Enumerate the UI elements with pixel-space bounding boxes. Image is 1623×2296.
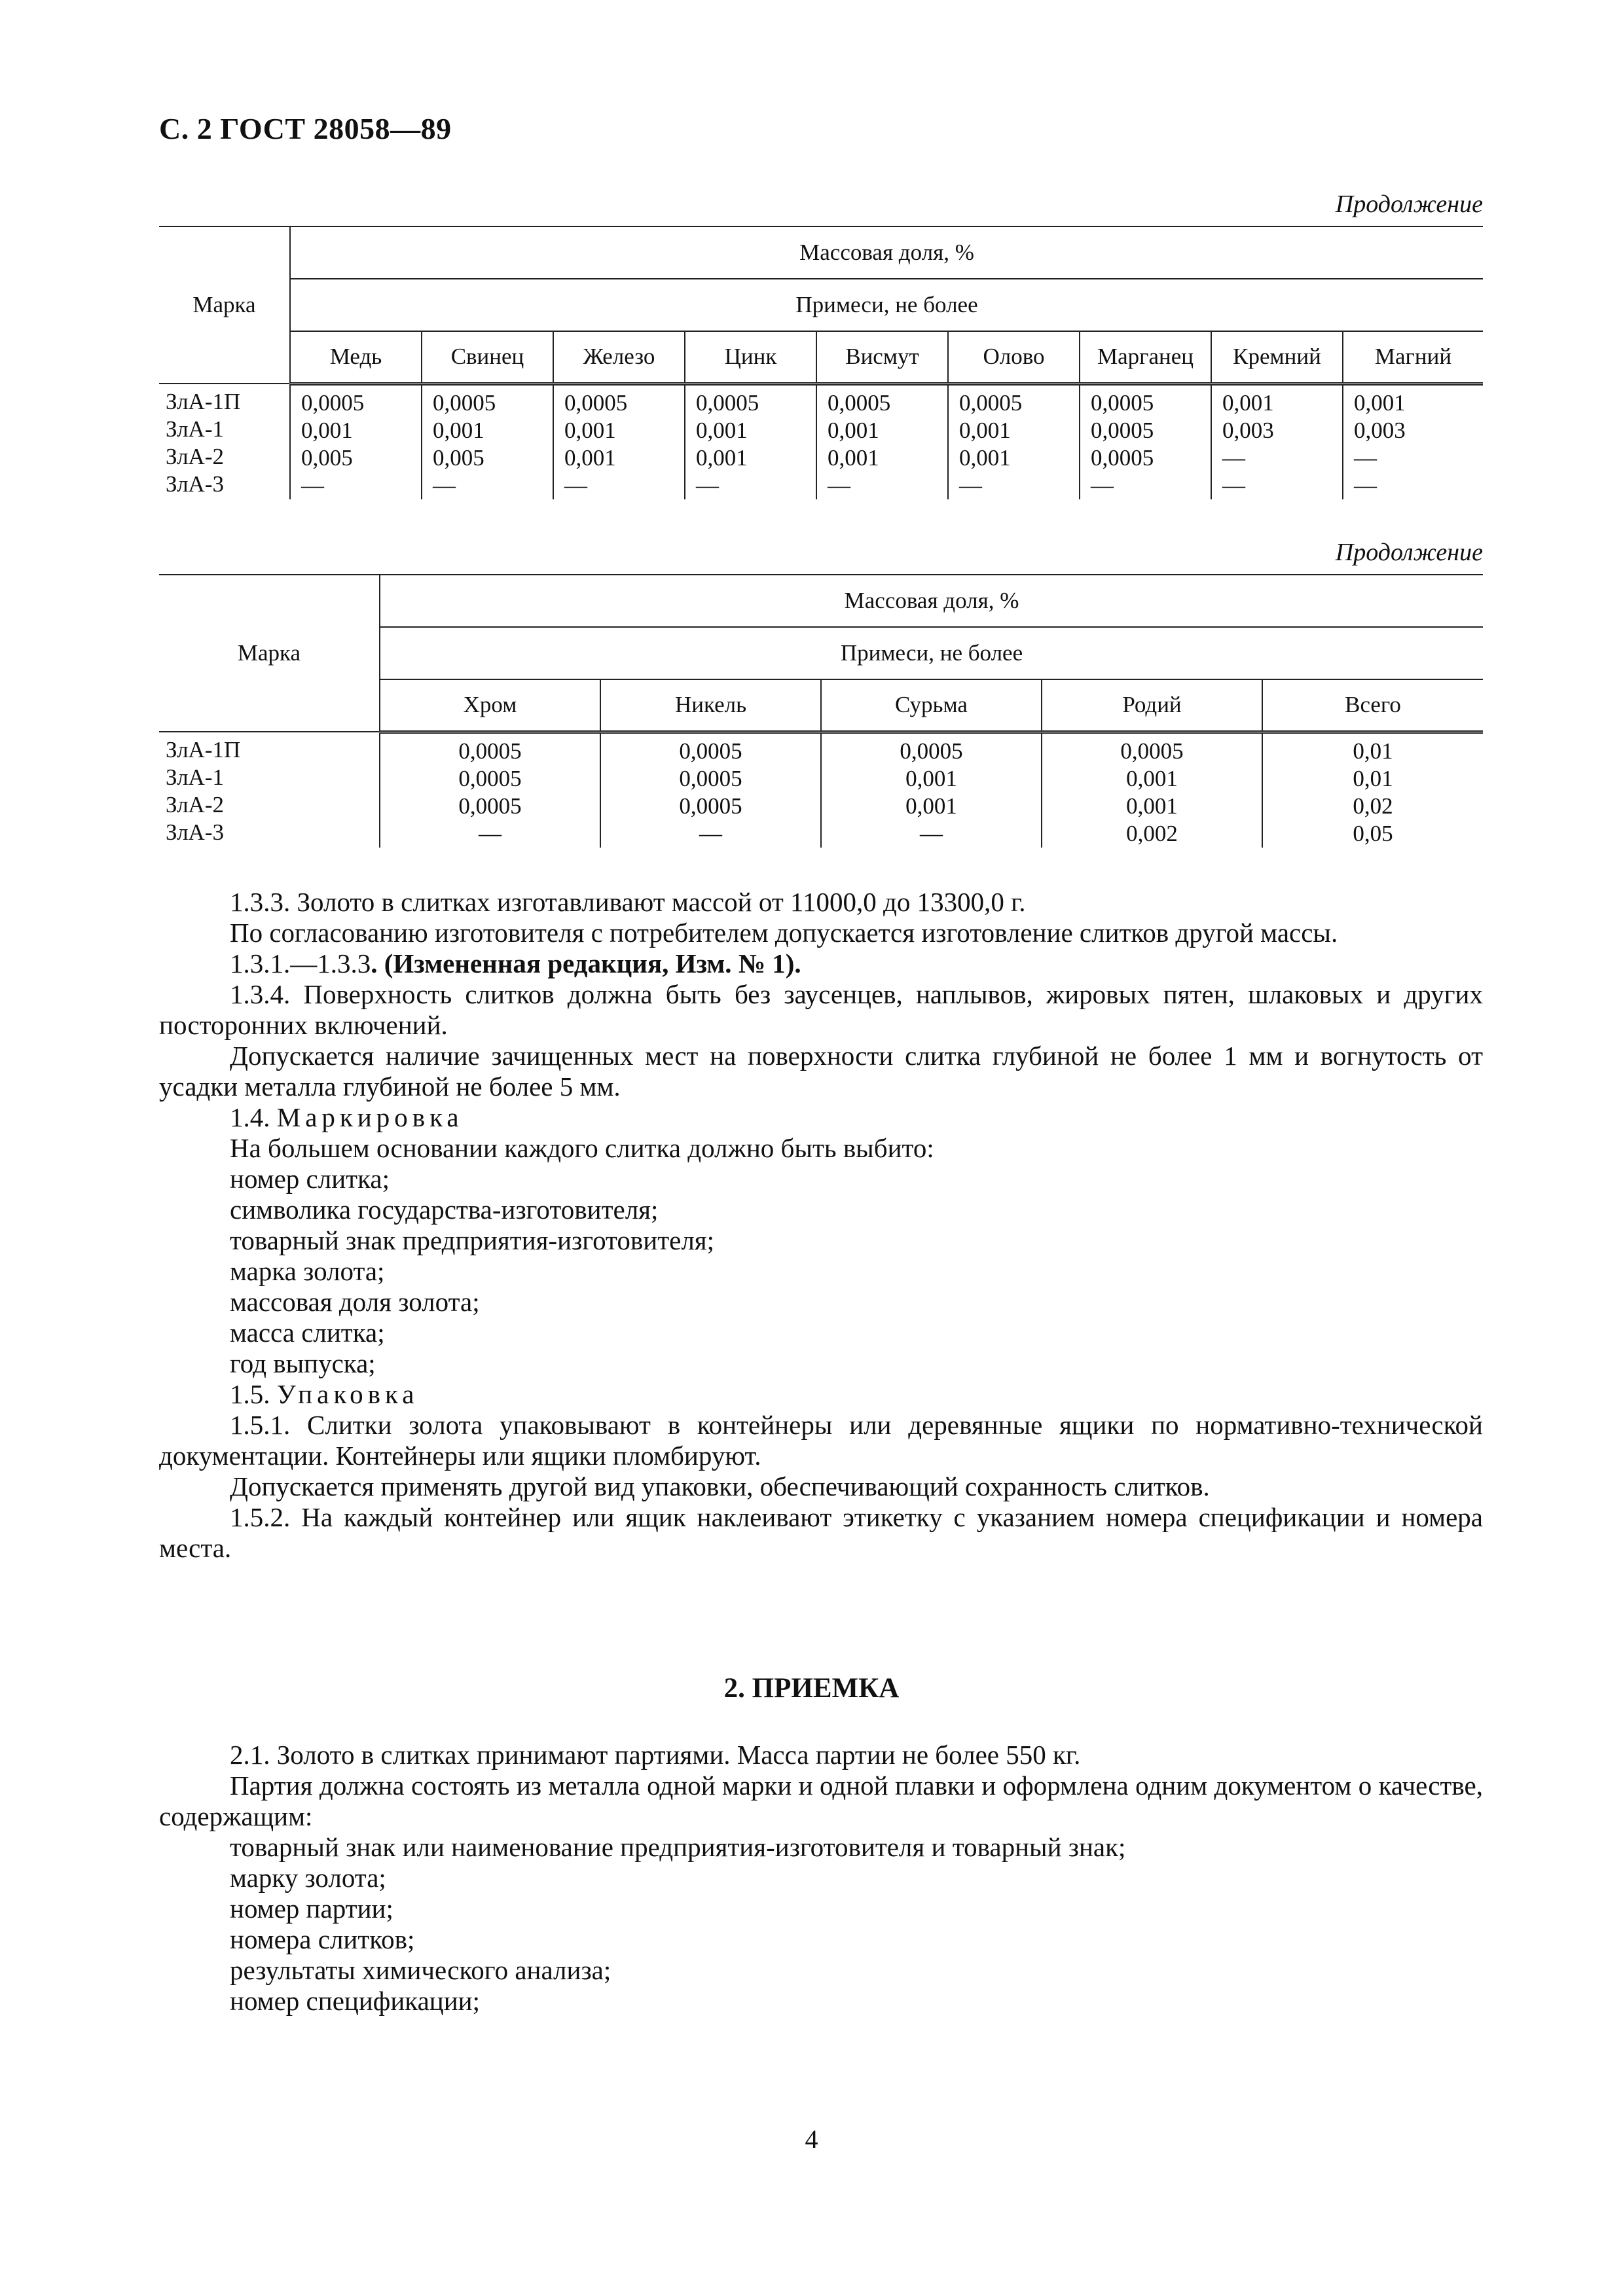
- cell-value: 0,001: [1126, 765, 1178, 791]
- cell-value: 0,001: [959, 444, 1011, 471]
- list-item: марку золота;: [230, 1863, 386, 1893]
- list-item: номера слитков;: [230, 1924, 415, 1954]
- column-header: Железо: [553, 331, 685, 384]
- column-header: Всего: [1262, 679, 1483, 732]
- value-cell: [1343, 384, 1483, 499]
- cell-value: 0,005: [433, 444, 484, 471]
- paragraph-1-5-2: 1.5.2. На каждый контейнер или ящик наклеивают этикетку с указанием номера спецификации и номера места.: [159, 1502, 1483, 1563]
- cell-value: 0,01: [1353, 738, 1393, 764]
- heading-1-4: [159, 1102, 1483, 1133]
- mark-value: ЗлА-1П: [166, 389, 241, 414]
- cell-value: 0,001: [433, 417, 484, 443]
- page-header: С. 2 ГОСТ 28058—89: [159, 112, 452, 145]
- cell-value: 0,001: [564, 444, 616, 471]
- table1-continuation-label: Продолжение: [1335, 190, 1483, 218]
- cell-value: 0,002: [1126, 820, 1178, 846]
- cell-value: 0,001: [905, 765, 957, 791]
- value-cell: [816, 384, 948, 499]
- paragraph-1-3-4: 1.3.4. Поверхность слитков должна быть без заусенцев, наплывов, жировых пятен, шлаковых и других посторонних включений.: [159, 979, 1483, 1040]
- cell-value: —: [1354, 444, 1377, 471]
- cell-value: 0,001: [696, 444, 748, 471]
- column-header: Цинк: [685, 331, 816, 384]
- mark-cell: [159, 384, 290, 499]
- cell-value: 0,0005: [433, 389, 496, 416]
- cell-value: 0,0005: [301, 389, 365, 416]
- column-header: Марганец: [1080, 331, 1211, 384]
- cell-value: 0,0005: [564, 389, 628, 416]
- cell-value: 0,0005: [679, 793, 742, 819]
- cell-value: 0,0005: [900, 738, 963, 764]
- cell-value: 0,001: [301, 417, 353, 443]
- value-cell: [821, 732, 1042, 848]
- value-cell: [1042, 732, 1262, 848]
- cell-value: 0,001: [696, 417, 748, 443]
- mark-value: ЗлА-1: [166, 764, 224, 790]
- impurities-table-2: [159, 574, 1483, 848]
- cell-value: 0,0005: [1120, 738, 1184, 764]
- list-item: результаты химического анализа;: [230, 1955, 611, 1985]
- impurities-header: Примеси, не более: [290, 279, 1483, 331]
- cell-value: —: [959, 472, 982, 498]
- paragraph-2-1-batch: Партия должна состоять из металла одной марки и одной плавки и оформлена одним документом о качестве, содержащим:: [159, 1770, 1483, 1831]
- cell-value: 0,0005: [1091, 417, 1154, 443]
- value-cell: [948, 384, 1080, 499]
- cell-value: 0,001: [1222, 389, 1274, 416]
- heading-1-5: [159, 1379, 1483, 1410]
- cell-value: 0,0005: [959, 389, 1023, 416]
- column-header: Никель: [600, 679, 821, 732]
- mark-value: ЗлА-1П: [166, 737, 241, 762]
- paragraph-1-3-3: 1.3.3. Золото в слитках изготавливают массой от 11000,0 до 13300,0 г.: [230, 887, 1026, 917]
- mass-fraction-header: Массовая доля, %: [380, 575, 1483, 627]
- paragraph-1-5-1-allowance: Допускается применять другой вид упаковки, обеспечивающий сохранность слитков.: [230, 1471, 1210, 1501]
- cell-value: —: [699, 820, 722, 846]
- list-item: марка золота;: [230, 1256, 385, 1286]
- value-cell: [290, 384, 422, 499]
- list-item: товарный знак предприятия-изготовителя;: [230, 1225, 715, 1255]
- cell-value: 0,0005: [696, 389, 759, 416]
- cell-value: 0,005: [301, 444, 353, 471]
- cell-value: 0,001: [1126, 793, 1178, 819]
- value-cell: [600, 732, 821, 848]
- page-number: 4: [805, 2125, 818, 2154]
- value-cell: [380, 732, 600, 848]
- cell-value: 0,003: [1222, 417, 1274, 443]
- cell-value: 0,0005: [1091, 389, 1154, 416]
- cell-value: —: [920, 820, 943, 846]
- cell-value: 0,05: [1353, 820, 1393, 846]
- mark-value: ЗлА-3: [166, 471, 224, 497]
- list-item: масса слитка;: [230, 1318, 385, 1348]
- cell-value: 0,0005: [679, 738, 742, 764]
- cell-value: 0,01: [1353, 765, 1393, 791]
- mark-value: ЗлА-2: [166, 444, 224, 469]
- table2-continuation-label: Продолжение: [1335, 539, 1483, 566]
- cell-value: —: [479, 820, 501, 846]
- column-header: Олово: [948, 331, 1080, 384]
- section2-text: [159, 1740, 1483, 2017]
- cell-value: 0,001: [1354, 389, 1406, 416]
- impurities-header: Примеси, не более: [380, 627, 1483, 679]
- value-cell: [1080, 384, 1211, 499]
- cell-value: 0,02: [1353, 793, 1393, 819]
- cell-value: 0,001: [905, 793, 957, 819]
- column-header: Магний: [1343, 331, 1483, 384]
- paragraph-1-4: На большем основании каждого слитка должно быть выбито:: [230, 1133, 934, 1163]
- amendment-note: [159, 948, 1483, 979]
- mark-value: ЗлА-3: [166, 819, 224, 845]
- list-item: год выпуска;: [230, 1348, 376, 1378]
- heading-number: 1.4.: [230, 1102, 270, 1132]
- amendment-label: . (Измененная редакция, Изм. № 1).: [371, 948, 801, 978]
- value-cell: [1262, 732, 1483, 848]
- cell-value: —: [433, 472, 456, 498]
- section1-text: [159, 887, 1483, 1564]
- cell-value: —: [1354, 472, 1377, 498]
- cell-value: 0,001: [564, 417, 616, 443]
- list-item: номер партии;: [230, 1893, 393, 1924]
- column-header: Сурьма: [821, 679, 1042, 732]
- cell-value: 0,0005: [458, 793, 522, 819]
- list-item: товарный знак или наименование предприятия-изготовителя и товарный знак;: [230, 1832, 1126, 1862]
- cell-value: 0,003: [1354, 417, 1406, 443]
- heading-packaging: Упаковка: [276, 1379, 419, 1409]
- list-item: символика государства-изготовителя;: [230, 1194, 659, 1225]
- cell-value: 0,0005: [1091, 444, 1154, 471]
- mark-value: ЗлА-1: [166, 416, 224, 442]
- cell-value: 0,0005: [679, 765, 742, 791]
- cell-value: 0,0005: [458, 765, 522, 791]
- value-cell: [1211, 384, 1343, 499]
- cell-value: 0,0005: [828, 389, 891, 416]
- mark-cell: [159, 732, 380, 848]
- mark-column-header: Марка: [159, 575, 380, 732]
- column-header: Висмут: [816, 331, 948, 384]
- paragraph-1-3-3-other-mass: По согласованию изготовителя с потребителем допускается изготовление слитков другой массы.: [230, 918, 1338, 948]
- cell-value: 0,001: [828, 444, 879, 471]
- cell-value: 0,0005: [458, 738, 522, 764]
- list-item: номер спецификации;: [230, 1986, 480, 2016]
- section-2-title: 2. ПРИЕМКА: [723, 1673, 900, 1704]
- column-header: Свинец: [422, 331, 553, 384]
- cell-value: —: [828, 472, 850, 498]
- cell-value: 0,001: [959, 417, 1011, 443]
- mark-value: ЗлА-2: [166, 792, 224, 817]
- list-item: номер слитка;: [230, 1164, 390, 1194]
- value-cell: [685, 384, 816, 499]
- column-header: Медь: [290, 331, 422, 384]
- cell-value: —: [564, 472, 587, 498]
- cell-value: —: [1222, 472, 1245, 498]
- value-cell: [422, 384, 553, 499]
- cell-value: —: [1222, 444, 1245, 471]
- column-header: Кремний: [1211, 331, 1343, 384]
- mark-column-header: Марка: [159, 226, 290, 384]
- value-cell: [553, 384, 685, 499]
- cell-value: —: [696, 472, 719, 498]
- cell-value: 0,001: [828, 417, 879, 443]
- column-header: Родий: [1042, 679, 1262, 732]
- amendment-range: 1.3.1.—1.3.3: [230, 948, 371, 978]
- cell-value: —: [1091, 472, 1114, 498]
- paragraph-1-3-4-allowance: Допускается наличие зачищенных мест на поверхности слитка глубиной не более 1 мм и вогнутость от усадки металла глубиной не более 5 мм.: [159, 1041, 1483, 1102]
- cell-value: —: [301, 472, 324, 498]
- impurities-table-1: [159, 226, 1483, 499]
- heading-marking: Маркировка: [276, 1102, 464, 1132]
- paragraph-1-5-1: 1.5.1. Слитки золота упаковывают в контейнеры или деревянные ящики по нормативно-технической документации. Контейнеры или ящики пломбируют.: [159, 1410, 1483, 1471]
- list-item: массовая доля золота;: [230, 1287, 480, 1317]
- heading-number: 1.5.: [230, 1379, 270, 1409]
- paragraph-2-1: 2.1. Золото в слитках принимают партиями. Масса партии не более 550 кг.: [230, 1740, 1081, 1770]
- column-header: Хром: [380, 679, 600, 732]
- mass-fraction-header: Массовая доля, %: [290, 226, 1483, 279]
